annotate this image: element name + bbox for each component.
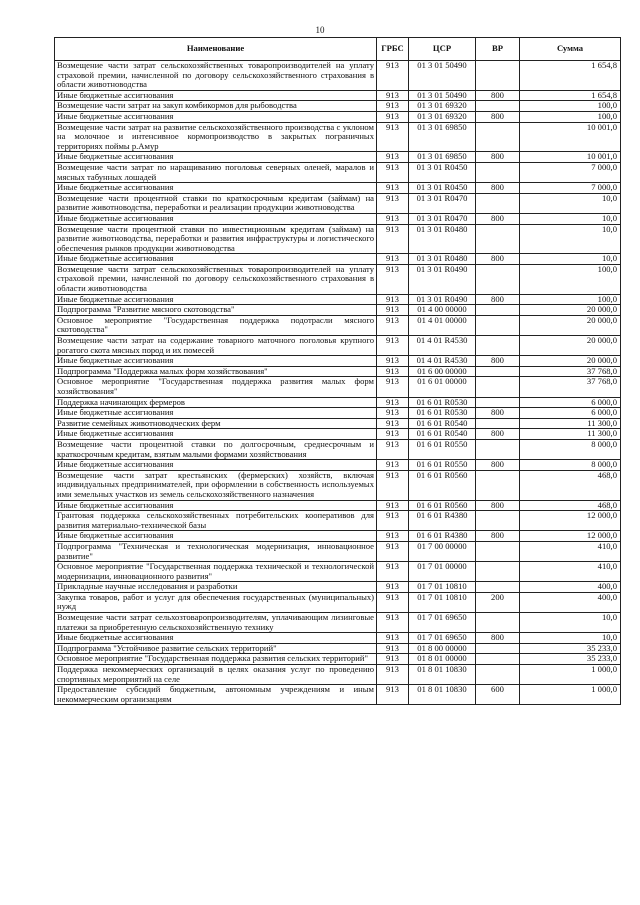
header-row <box>55 38 621 61</box>
cell-name: Возмещение части затрат на закуп комбикормов для рыбоводства <box>55 101 377 112</box>
cell-csr: 01 3 01 69850 <box>409 152 476 163</box>
cell-sum: 20 000,0 <box>520 356 621 367</box>
cell-name: Иные бюджетные ассигнования <box>55 152 377 163</box>
table-row <box>55 439 621 459</box>
cell-grbs: 913 <box>377 500 409 511</box>
cell-grbs: 913 <box>377 439 409 459</box>
table-row <box>55 500 621 511</box>
cell-sum: 35 233,0 <box>520 654 621 665</box>
cell-vr <box>476 541 520 561</box>
cell-vr <box>476 224 520 254</box>
cell-name: Возмещение части затрат на содержание товарного маточного поголовья крупного рогатого скота мясных пород и их помесей <box>55 336 377 356</box>
cell-name: Основное мероприятие "Государственная поддержка технической и технологической модернизации, инновационного развития" <box>55 562 377 582</box>
cell-csr: 01 6 01 R0540 <box>409 418 476 429</box>
cell-vr: 200 <box>476 592 520 612</box>
cell-csr: 01 3 01 R0470 <box>409 193 476 213</box>
cell-vr <box>476 397 520 408</box>
cell-vr: 800 <box>476 460 520 471</box>
table-row <box>55 61 621 91</box>
table-row <box>55 562 621 582</box>
cell-csr: 01 6 01 00000 <box>409 377 476 397</box>
cell-csr: 01 7 01 10810 <box>409 582 476 593</box>
cell-csr: 01 4 01 R4530 <box>409 356 476 367</box>
cell-grbs: 913 <box>377 460 409 471</box>
table-row <box>55 101 621 112</box>
cell-grbs: 913 <box>377 90 409 101</box>
cell-sum: 7 000,0 <box>520 183 621 194</box>
cell-sum: 10,0 <box>520 254 621 265</box>
cell-name: Подпрограмма "Техническая и технологическая модернизация, инновационное развитие" <box>55 541 377 561</box>
cell-name: Иные бюджетные ассигнования <box>55 254 377 265</box>
cell-name: Предоставление субсидий бюджетным, автономным учреждениям и иным некоммерческим организациям <box>55 685 377 705</box>
cell-name: Возмещение части процентной ставки по инвестиционным кредитам (займам) на развитие животноводства, переработки и развития инфраструктуры и логистического обеспечения рынков продукции животноводства <box>55 224 377 254</box>
table-row <box>55 654 621 665</box>
cell-csr: 01 3 01 69320 <box>409 101 476 112</box>
cell-sum: 410,0 <box>520 562 621 582</box>
cell-name: Основное мероприятие "Государственная поддержка подотрасли мясного скотоводства" <box>55 315 377 335</box>
cell-sum: 20 000,0 <box>520 305 621 316</box>
cell-grbs: 913 <box>377 531 409 542</box>
cell-csr: 01 3 01 R0450 <box>409 183 476 194</box>
cell-sum: 468,0 <box>520 470 621 500</box>
cell-name: Иные бюджетные ассигнования <box>55 408 377 419</box>
cell-csr: 01 6 01 R0530 <box>409 397 476 408</box>
cell-name: Возмещение части процентной ставки по долгосрочным, среднесрочным и краткосрочным кредитам, взятым малыми формами хозяйствования <box>55 439 377 459</box>
cell-grbs: 913 <box>377 685 409 705</box>
table-row <box>55 254 621 265</box>
table-row <box>55 460 621 471</box>
cell-name: Подпрограмма "Устойчивое развитие сельских территорий" <box>55 643 377 654</box>
cell-sum: 1 654,8 <box>520 61 621 91</box>
cell-sum: 1 654,8 <box>520 90 621 101</box>
cell-csr: 01 3 01 R0490 <box>409 264 476 294</box>
cell-sum: 410,0 <box>520 541 621 561</box>
cell-csr: 01 4 00 00000 <box>409 305 476 316</box>
cell-name: Поддержка начинающих фермеров <box>55 397 377 408</box>
cell-csr: 01 8 01 00000 <box>409 654 476 665</box>
table-row <box>55 213 621 224</box>
cell-sum: 20 000,0 <box>520 336 621 356</box>
cell-csr: 01 6 01 R0560 <box>409 470 476 500</box>
header-grbs: ГРБС <box>377 38 409 61</box>
cell-grbs: 913 <box>377 377 409 397</box>
cell-name: Возмещение части затрат сельхозтоваропроизводителям, уплачивающим лизинговые платежи за приобретенную сельскохозяйственную технику <box>55 613 377 633</box>
cell-name: Грантовая поддержка сельскохозяйственных потребительских кооперативов для развития материально-технической базы <box>55 511 377 531</box>
table-row <box>55 224 621 254</box>
cell-vr: 800 <box>476 111 520 122</box>
cell-name: Иные бюджетные ассигнования <box>55 213 377 224</box>
cell-vr: 600 <box>476 685 520 705</box>
cell-name: Подпрограмма "Развитие мясного скотоводства" <box>55 305 377 316</box>
cell-sum: 100,0 <box>520 294 621 305</box>
cell-sum: 11 300,0 <box>520 418 621 429</box>
cell-vr <box>476 562 520 582</box>
cell-sum: 8 000,0 <box>520 460 621 471</box>
cell-name: Иные бюджетные ассигнования <box>55 633 377 644</box>
cell-grbs: 913 <box>377 305 409 316</box>
cell-grbs: 913 <box>377 429 409 440</box>
cell-vr <box>476 377 520 397</box>
header-name: Наименование <box>55 38 377 61</box>
cell-csr: 01 6 01 R4380 <box>409 531 476 542</box>
table-row <box>55 541 621 561</box>
cell-grbs: 913 <box>377 315 409 335</box>
cell-name: Иные бюджетные ассигнования <box>55 90 377 101</box>
table-row <box>55 665 621 685</box>
cell-vr <box>476 315 520 335</box>
cell-sum: 11 300,0 <box>520 429 621 440</box>
table-row <box>55 193 621 213</box>
cell-sum: 10,0 <box>520 633 621 644</box>
cell-grbs: 913 <box>377 562 409 582</box>
cell-vr: 800 <box>476 90 520 101</box>
table-row <box>55 429 621 440</box>
cell-csr: 01 6 01 R0540 <box>409 429 476 440</box>
cell-csr: 01 7 01 69650 <box>409 613 476 633</box>
cell-name: Основное мероприятие "Государственная поддержка развития сельских территорий" <box>55 654 377 665</box>
cell-grbs: 913 <box>377 633 409 644</box>
table-row <box>55 90 621 101</box>
cell-sum: 12 000,0 <box>520 511 621 531</box>
cell-vr <box>476 336 520 356</box>
cell-sum: 100,0 <box>520 101 621 112</box>
cell-grbs: 913 <box>377 643 409 654</box>
table-row <box>55 418 621 429</box>
cell-vr: 800 <box>476 213 520 224</box>
table-row <box>55 511 621 531</box>
cell-csr: 01 8 01 10830 <box>409 665 476 685</box>
cell-csr: 01 6 01 R0550 <box>409 439 476 459</box>
cell-grbs: 913 <box>377 654 409 665</box>
cell-grbs: 913 <box>377 294 409 305</box>
table-row <box>55 643 621 654</box>
cell-grbs: 913 <box>377 254 409 265</box>
cell-csr: 01 3 01 69850 <box>409 122 476 152</box>
cell-name: Подпрограмма "Поддержка малых форм хозяйствования" <box>55 366 377 377</box>
cell-vr <box>476 193 520 213</box>
cell-csr: 01 3 01 R0480 <box>409 254 476 265</box>
cell-sum: 10 001,0 <box>520 152 621 163</box>
cell-sum: 8 000,0 <box>520 439 621 459</box>
table-row <box>55 294 621 305</box>
cell-sum: 400,0 <box>520 592 621 612</box>
table-row <box>55 582 621 593</box>
cell-csr: 01 3 01 R0470 <box>409 213 476 224</box>
cell-sum: 37 768,0 <box>520 366 621 377</box>
cell-grbs: 913 <box>377 582 409 593</box>
cell-sum: 10,0 <box>520 213 621 224</box>
cell-csr: 01 6 01 R4380 <box>409 511 476 531</box>
cell-grbs: 913 <box>377 61 409 91</box>
table-row <box>55 336 621 356</box>
cell-vr: 800 <box>476 500 520 511</box>
cell-csr: 01 8 00 00000 <box>409 643 476 654</box>
cell-vr <box>476 470 520 500</box>
cell-grbs: 913 <box>377 162 409 182</box>
cell-name: Иные бюджетные ассигнования <box>55 111 377 122</box>
table-row <box>55 531 621 542</box>
cell-csr: 01 4 01 00000 <box>409 315 476 335</box>
cell-grbs: 913 <box>377 408 409 419</box>
cell-grbs: 913 <box>377 397 409 408</box>
cell-csr: 01 3 01 R0480 <box>409 224 476 254</box>
cell-sum: 7 000,0 <box>520 162 621 182</box>
cell-name: Закупка товаров, работ и услуг для обеспечения государственных (муниципальных) нужд <box>55 592 377 612</box>
cell-vr <box>476 162 520 182</box>
cell-csr: 01 7 00 00000 <box>409 541 476 561</box>
cell-csr: 01 4 01 R4530 <box>409 336 476 356</box>
cell-name: Иные бюджетные ассигнования <box>55 460 377 471</box>
cell-grbs: 913 <box>377 122 409 152</box>
cell-grbs: 913 <box>377 213 409 224</box>
page-number: 10 <box>315 25 325 35</box>
cell-name: Возмещение части затрат по наращиванию поголовья северных оленей, маралов и мясных табунных лошадей <box>55 162 377 182</box>
table-row <box>55 315 621 335</box>
cell-vr <box>476 643 520 654</box>
table-row <box>55 366 621 377</box>
cell-vr: 800 <box>476 356 520 367</box>
cell-sum: 10,0 <box>520 613 621 633</box>
cell-csr: 01 3 01 R0450 <box>409 162 476 182</box>
cell-sum: 6 000,0 <box>520 408 621 419</box>
cell-grbs: 913 <box>377 665 409 685</box>
cell-csr: 01 3 01 50490 <box>409 61 476 91</box>
cell-grbs: 913 <box>377 592 409 612</box>
cell-vr: 800 <box>476 183 520 194</box>
table-row <box>55 397 621 408</box>
cell-csr: 01 3 01 69320 <box>409 111 476 122</box>
cell-name: Возмещение части затрат сельскохозяйственных товаропроизводителей на уплату страховой премии, начисленной по договору сельскохозяйственного страхования в области животноводства <box>55 61 377 91</box>
cell-grbs: 913 <box>377 336 409 356</box>
cell-csr: 01 6 00 00000 <box>409 366 476 377</box>
cell-vr <box>476 101 520 112</box>
cell-vr: 800 <box>476 152 520 163</box>
cell-name: Иные бюджетные ассигнования <box>55 429 377 440</box>
cell-sum: 1 000,0 <box>520 685 621 705</box>
table-row <box>55 377 621 397</box>
table-row <box>55 592 621 612</box>
table-row <box>55 685 621 705</box>
cell-sum: 100,0 <box>520 264 621 294</box>
table-row <box>55 122 621 152</box>
cell-vr: 800 <box>476 429 520 440</box>
cell-sum: 20 000,0 <box>520 315 621 335</box>
cell-name: Возмещение части процентной ставки по краткосрочным кредитам (займам) на развитие животноводства, переработки и реализации продукции животноводства <box>55 193 377 213</box>
cell-vr <box>476 61 520 91</box>
cell-vr <box>476 654 520 665</box>
cell-grbs: 913 <box>377 366 409 377</box>
cell-csr: 01 3 01 50490 <box>409 90 476 101</box>
header-csr: ЦСР <box>409 38 476 61</box>
cell-grbs: 913 <box>377 224 409 254</box>
cell-grbs: 913 <box>377 541 409 561</box>
cell-vr: 800 <box>476 254 520 265</box>
cell-vr <box>476 418 520 429</box>
cell-name: Иные бюджетные ассигнования <box>55 531 377 542</box>
cell-sum: 12 000,0 <box>520 531 621 542</box>
cell-csr: 01 7 01 00000 <box>409 562 476 582</box>
table-row <box>55 152 621 163</box>
cell-csr: 01 7 01 69650 <box>409 633 476 644</box>
cell-vr <box>476 439 520 459</box>
cell-grbs: 913 <box>377 183 409 194</box>
cell-grbs: 913 <box>377 613 409 633</box>
cell-grbs: 913 <box>377 511 409 531</box>
cell-vr <box>476 665 520 685</box>
cell-grbs: 913 <box>377 418 409 429</box>
cell-csr: 01 6 01 R0530 <box>409 408 476 419</box>
cell-name: Развитие семейных животноводческих ферм <box>55 418 377 429</box>
table-row <box>55 408 621 419</box>
cell-sum: 10,0 <box>520 193 621 213</box>
cell-name: Иные бюджетные ассигнования <box>55 183 377 194</box>
cell-grbs: 913 <box>377 470 409 500</box>
table-row <box>55 162 621 182</box>
cell-grbs: 913 <box>377 152 409 163</box>
cell-vr: 800 <box>476 633 520 644</box>
cell-vr <box>476 511 520 531</box>
cell-grbs: 913 <box>377 101 409 112</box>
cell-name: Иные бюджетные ассигнования <box>55 294 377 305</box>
cell-name: Возмещение части затрат сельскохозяйственных товаропроизводителей на уплату страховой премии, начисленной по договору сельскохозяйственного страхования в области животноводства <box>55 264 377 294</box>
cell-csr: 01 3 01 R0490 <box>409 294 476 305</box>
header-vr: ВР <box>476 38 520 61</box>
cell-vr <box>476 366 520 377</box>
table-row <box>55 356 621 367</box>
cell-name: Возмещение части затрат крестьянских (фермерских) хозяйств, включая индивидуальных предпринимателей, при оформлении в собственность используемых ими земельных участков из земель сельскохозяйственного назначения <box>55 470 377 500</box>
cell-name: Основное мероприятие "Государственная поддержка развития малых форм хозяйствования" <box>55 377 377 397</box>
cell-name: Прикладные научные исследования и разработки <box>55 582 377 593</box>
cell-sum: 1 000,0 <box>520 665 621 685</box>
table-row <box>55 183 621 194</box>
cell-name: Иные бюджетные ассигнования <box>55 356 377 367</box>
cell-sum: 468,0 <box>520 500 621 511</box>
cell-vr <box>476 305 520 316</box>
table-row <box>55 111 621 122</box>
cell-vr <box>476 582 520 593</box>
table-row <box>55 470 621 500</box>
table-row <box>55 264 621 294</box>
cell-sum: 37 768,0 <box>520 377 621 397</box>
cell-csr: 01 6 01 R0550 <box>409 460 476 471</box>
table-row <box>55 633 621 644</box>
cell-grbs: 913 <box>377 264 409 294</box>
cell-vr: 800 <box>476 408 520 419</box>
cell-vr <box>476 264 520 294</box>
cell-csr: 01 7 01 10810 <box>409 592 476 612</box>
cell-sum: 400,0 <box>520 582 621 593</box>
cell-grbs: 913 <box>377 111 409 122</box>
cell-sum: 100,0 <box>520 111 621 122</box>
cell-csr: 01 8 01 10830 <box>409 685 476 705</box>
cell-sum: 10,0 <box>520 224 621 254</box>
cell-grbs: 913 <box>377 356 409 367</box>
cell-vr <box>476 122 520 152</box>
cell-grbs: 913 <box>377 193 409 213</box>
header-sum: Сумма <box>520 38 621 61</box>
budget-table <box>54 37 621 705</box>
cell-name: Иные бюджетные ассигнования <box>55 500 377 511</box>
table-row <box>55 613 621 633</box>
cell-name: Поддержка некоммерческих организаций в целях оказания услуг по проведению спортивных мероприятий на селе <box>55 665 377 685</box>
cell-sum: 10 001,0 <box>520 122 621 152</box>
cell-sum: 35 233,0 <box>520 643 621 654</box>
cell-vr <box>476 613 520 633</box>
table-row <box>55 305 621 316</box>
table-body <box>55 61 621 705</box>
cell-sum: 6 000,0 <box>520 397 621 408</box>
cell-csr: 01 6 01 R0560 <box>409 500 476 511</box>
cell-vr: 800 <box>476 294 520 305</box>
cell-vr: 800 <box>476 531 520 542</box>
cell-name: Возмещение части затрат на развитие сельскохозяйственного производства с уклоном на молочное и интенсивное кормопроизводство в закрытых пограничных территориях поймы р.Амур <box>55 122 377 152</box>
